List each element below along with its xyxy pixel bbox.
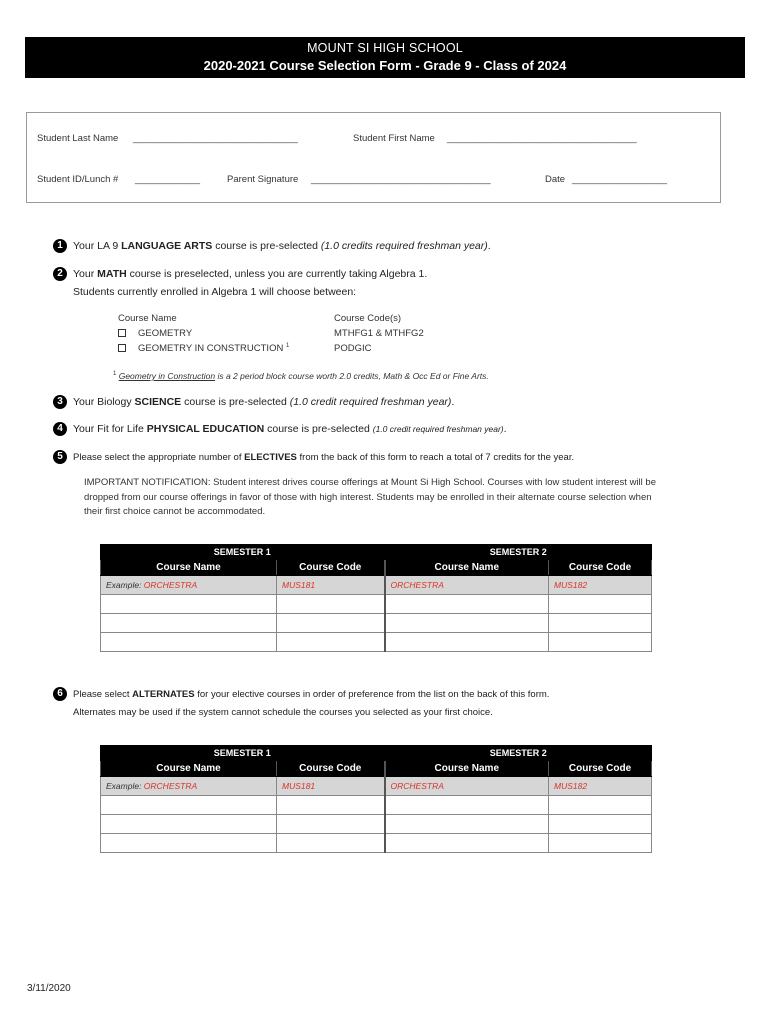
input-cell[interactable] [277, 815, 385, 834]
step-3-icon: 3 [53, 395, 67, 409]
table-row[interactable] [101, 595, 652, 614]
parent-signature-label: Parent Signature [227, 174, 299, 185]
input-cell[interactable] [277, 595, 385, 614]
semester-2-header: SEMESTER 2 [385, 746, 652, 761]
important-notification: IMPORTANT NOTIFICATION: Student interest drives course offerings at Mount Si High School. Courses with low student interest will be dropped from our course offerings in favor of those with high interest. Students may be enrolled in their alternate course selection when their first choice cannot be accommodated. [84, 477, 656, 517]
math-instruction: Students currently enrolled in Algebra 1 will choose between: [73, 286, 357, 298]
input-cell[interactable] [385, 834, 549, 853]
course-name-column: Course Name [101, 560, 277, 576]
alternates-table [100, 745, 652, 853]
input-cell[interactable] [549, 796, 652, 815]
alternates-instruction: Alternates may be used if the system cannot schedule the courses you selected as your first choice. [73, 707, 493, 718]
course-code-column: Course Code [549, 761, 652, 777]
geometry-construction-option[interactable]: GEOMETRY IN CONSTRUCTION $^1$ [118, 343, 289, 354]
date-field[interactable]: ___________________ [572, 174, 667, 185]
input-cell[interactable] [385, 796, 549, 815]
input-cell[interactable] [101, 834, 277, 853]
geometry-construction-code: PODGIC [334, 343, 372, 354]
input-cell[interactable] [549, 614, 652, 633]
input-cell[interactable] [101, 595, 277, 614]
input-cell[interactable] [101, 614, 277, 633]
course-code-column: Course Code [549, 560, 652, 576]
date-label: Date [545, 174, 566, 185]
input-cell[interactable] [277, 834, 385, 853]
table-row[interactable] [101, 796, 652, 815]
input-cell[interactable] [385, 633, 549, 652]
input-cell[interactable] [277, 796, 385, 815]
student-id-field[interactable]: _____________ [135, 174, 200, 185]
form-header [25, 37, 745, 78]
example-row: Example: ORCHESTRA MUS181 ORCHESTRA MUS182 [101, 576, 652, 595]
first-name-field[interactable]: ______________________________________ [447, 133, 637, 144]
first-name-label: Student First Name [353, 133, 435, 144]
input-cell[interactable] [549, 834, 652, 853]
course-name-column: Course Name [385, 761, 549, 777]
course-name-column: Course Name [385, 560, 549, 576]
step-2-icon: 2 [53, 267, 67, 281]
last-name-field[interactable]: _________________________________ [133, 133, 298, 144]
step-1-icon: 1 [53, 239, 67, 253]
electives-table [100, 544, 652, 652]
course-code-column: Course Code [277, 761, 385, 777]
school-name: MOUNT SI HIGH SCHOOL [307, 41, 463, 55]
input-cell[interactable] [385, 614, 549, 633]
geometry-code: MTHFG1 & MTHFG2 [334, 328, 424, 339]
input-cell[interactable] [385, 595, 549, 614]
parent-signature-field[interactable]: ____________________________________ [311, 174, 491, 185]
course-code-header: Course Code(s) [334, 313, 402, 324]
step-6-icon: 6 [53, 687, 67, 701]
footer-date: 3/11/2020 [27, 983, 71, 994]
input-cell[interactable] [101, 815, 277, 834]
student-id-label: Student ID/Lunch # [37, 174, 119, 185]
checkbox-icon[interactable] [118, 344, 126, 352]
table-row[interactable] [101, 815, 652, 834]
step-5-icon: 5 [53, 450, 67, 464]
course-name-header: Course Name [118, 313, 177, 324]
input-cell[interactable] [277, 614, 385, 633]
checkbox-icon[interactable] [118, 329, 126, 337]
input-cell[interactable] [549, 633, 652, 652]
semester-1-header: SEMESTER 1 [101, 545, 385, 560]
input-cell[interactable] [277, 633, 385, 652]
input-cell[interactable] [549, 815, 652, 834]
table-row[interactable] [101, 633, 652, 652]
semester-1-header: SEMESTER 1 [101, 746, 385, 761]
student-info-box [26, 112, 721, 203]
table-row[interactable] [101, 614, 652, 633]
course-name-column: Course Name [101, 761, 277, 777]
geometry-option[interactable]: GEOMETRY [118, 328, 192, 339]
course-code-column: Course Code [277, 560, 385, 576]
last-name-label: Student Last Name [37, 133, 119, 144]
footnote: $^1$ Geometry in Construction is a 2 period block course worth 2.0 credits, Math & Occ Ed or Fine Arts. [113, 371, 489, 381]
form-title: 2020-2021 Course Selection Form - Grade 9 - Class of 2024 [203, 58, 567, 73]
example-row: Example: ORCHESTRA MUS181 ORCHESTRA MUS182 [101, 777, 652, 796]
input-cell[interactable] [385, 815, 549, 834]
semester-2-header: SEMESTER 2 [385, 545, 652, 560]
table-row[interactable] [101, 834, 652, 853]
step-4-icon: 4 [53, 422, 67, 436]
input-cell[interactable] [549, 595, 652, 614]
input-cell[interactable] [101, 633, 277, 652]
input-cell[interactable] [101, 796, 277, 815]
